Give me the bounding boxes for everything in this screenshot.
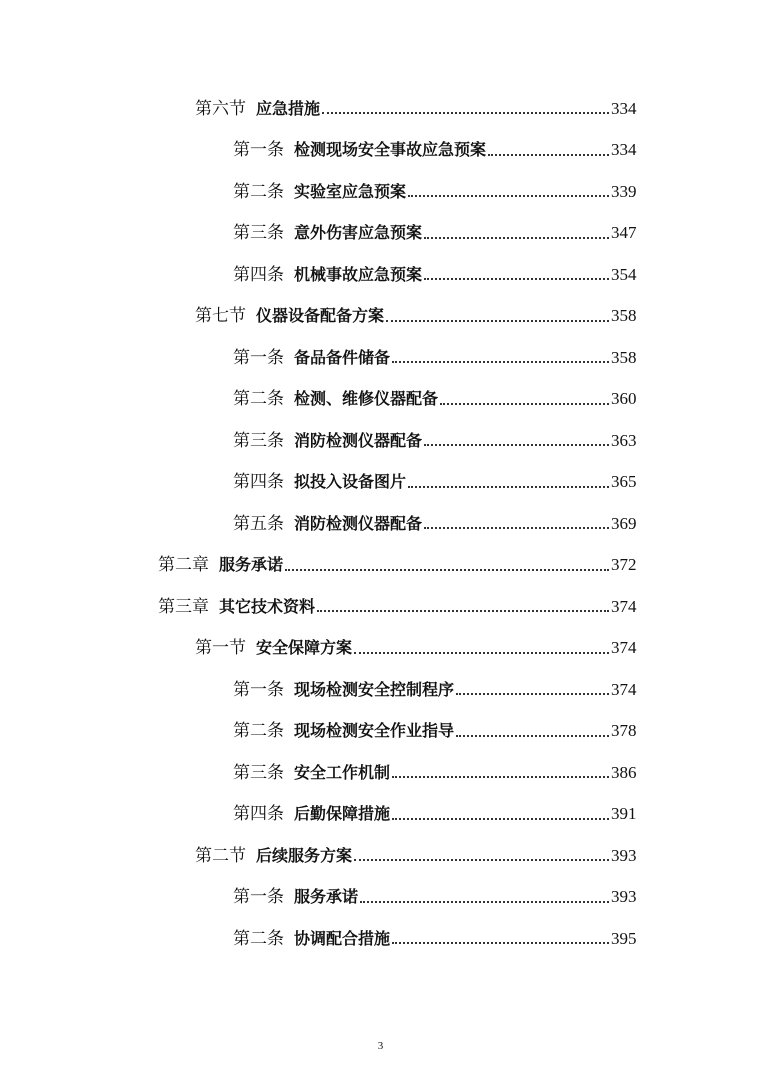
- dot-leader: [392, 801, 609, 820]
- table-of-contents: [0, 88, 761, 960]
- dot-leader: [440, 386, 609, 405]
- toc-entry-label: 第二条: [233, 389, 284, 410]
- dot-leader: [392, 925, 609, 944]
- toc-entry[interactable]: [0, 752, 761, 794]
- dot-leader: [408, 469, 609, 488]
- toc-entry-label: 第二章: [158, 555, 209, 576]
- toc-entry-label: 第七节: [195, 306, 246, 327]
- toc-entry-page: 391: [611, 804, 637, 824]
- toc-entry-page: 378: [611, 721, 637, 741]
- toc-entry-label: 第四条: [233, 804, 284, 825]
- toc-entry-page: 374: [611, 638, 637, 658]
- toc-entry[interactable]: [0, 918, 761, 960]
- toc-entry-title: 意外伤害应急预案: [294, 223, 423, 243]
- toc-entry-page: 334: [611, 98, 637, 118]
- toc-entry[interactable]: [0, 337, 761, 379]
- toc-entry-label: 第一条: [233, 347, 284, 368]
- toc-entry-page: 354: [611, 264, 637, 284]
- dot-leader: [392, 344, 609, 363]
- toc-entry[interactable]: [0, 545, 761, 587]
- toc-entry-title: 应急措施: [256, 98, 321, 118]
- toc-entry-title: 服务承诺: [219, 555, 284, 575]
- toc-entry-title: 现场检测安全控制程序: [294, 679, 455, 699]
- toc-entry[interactable]: [0, 213, 761, 255]
- toc-entry-label: 第三章: [158, 596, 209, 617]
- toc-entry-page: 358: [611, 306, 637, 326]
- toc-entry-label: 第一节: [195, 638, 246, 659]
- toc-entry-title: 检测、维修仪器配备: [294, 389, 439, 409]
- toc-entry-page: 395: [611, 928, 637, 948]
- toc-entry-page: 393: [611, 887, 637, 907]
- toc-entry-page: 358: [611, 347, 637, 367]
- toc-entry-page: 369: [611, 513, 637, 533]
- toc-entry[interactable]: [0, 711, 761, 753]
- dot-leader: [424, 427, 609, 446]
- dot-leader: [386, 303, 609, 322]
- toc-entry-title: 其它技术资料: [219, 596, 316, 616]
- toc-entry-title: 仪器设备配备方案: [256, 306, 385, 326]
- toc-entry-title: 检测现场安全事故应急预案: [294, 140, 487, 160]
- dot-leader: [354, 635, 609, 654]
- dot-leader: [424, 261, 609, 280]
- toc-entry-page: 374: [611, 596, 637, 616]
- toc-entry[interactable]: [0, 586, 761, 628]
- toc-entry-label: 第二条: [233, 928, 284, 949]
- toc-entry[interactable]: [0, 420, 761, 462]
- toc-entry-title: 现场检测安全作业指导: [294, 721, 455, 741]
- dot-leader: [424, 220, 609, 239]
- toc-entry-title: 后勤保障措施: [294, 804, 391, 824]
- toc-entry[interactable]: [0, 379, 761, 421]
- toc-entry-label: 第一条: [233, 140, 284, 161]
- toc-entry-title: 服务承诺: [294, 887, 359, 907]
- toc-entry[interactable]: [0, 462, 761, 504]
- dot-leader: [360, 884, 609, 903]
- dot-leader: [456, 676, 609, 695]
- dot-leader: [285, 552, 609, 571]
- toc-entry-page: 365: [611, 472, 637, 492]
- dot-leader: [488, 137, 609, 156]
- toc-entry-title: 后续服务方案: [256, 845, 353, 865]
- toc-entry-label: 第一条: [233, 679, 284, 700]
- dot-leader: [317, 593, 609, 612]
- toc-entry-title: 拟投入设备图片: [294, 472, 407, 492]
- dot-leader: [392, 759, 609, 778]
- toc-entry-page: 347: [611, 223, 637, 243]
- toc-entry[interactable]: [0, 130, 761, 172]
- toc-entry[interactable]: [0, 628, 761, 670]
- toc-entry-title: 消防检测仪器配备: [294, 430, 423, 450]
- toc-entry-page: 334: [611, 140, 637, 160]
- dot-leader: [408, 178, 609, 197]
- toc-entry-page: 372: [611, 555, 637, 575]
- toc-entry[interactable]: [0, 171, 761, 213]
- toc-entry-label: 第四条: [233, 264, 284, 285]
- toc-entry-label: 第四条: [233, 472, 284, 493]
- toc-entry[interactable]: [0, 669, 761, 711]
- toc-entry-label: 第二条: [233, 181, 284, 202]
- toc-entry-page: 374: [611, 679, 637, 699]
- toc-entry-page: 386: [611, 762, 637, 782]
- toc-entry-page: 339: [611, 181, 637, 201]
- toc-entry-title: 实验室应急预案: [294, 181, 407, 201]
- toc-entry-label: 第二节: [195, 845, 246, 866]
- toc-entry-label: 第一条: [233, 887, 284, 908]
- toc-entry-label: 第二条: [233, 721, 284, 742]
- toc-entry-label: 第五条: [233, 513, 284, 534]
- toc-entry-page: 393: [611, 845, 637, 865]
- toc-entry-label: 第三条: [233, 223, 284, 244]
- dot-leader: [424, 510, 609, 529]
- toc-entry[interactable]: [0, 296, 761, 338]
- toc-entry-title: 机械事故应急预案: [294, 264, 423, 284]
- toc-entry[interactable]: [0, 877, 761, 919]
- dot-leader: [354, 842, 609, 861]
- toc-entry[interactable]: [0, 88, 761, 130]
- dot-leader: [456, 718, 609, 737]
- toc-entry[interactable]: [0, 835, 761, 877]
- toc-entry-title: 安全保障方案: [256, 638, 353, 658]
- toc-entry-page: 360: [611, 389, 637, 409]
- dot-leader: [322, 95, 609, 114]
- toc-entry[interactable]: [0, 794, 761, 836]
- toc-entry-label: 第六节: [195, 98, 246, 119]
- toc-entry-page: 363: [611, 430, 637, 450]
- toc-entry-label: 第三条: [233, 430, 284, 451]
- toc-entry-title: 安全工作机制: [294, 762, 391, 782]
- toc-entry[interactable]: [0, 503, 761, 545]
- toc-entry-title: 备品备件储备: [294, 347, 391, 367]
- toc-entry-title: 协调配合措施: [294, 928, 391, 948]
- page-number: 3: [377, 1040, 384, 1052]
- toc-entry-title: 消防检测仪器配备: [294, 513, 423, 533]
- toc-entry[interactable]: [0, 254, 761, 296]
- toc-entry-label: 第三条: [233, 762, 284, 783]
